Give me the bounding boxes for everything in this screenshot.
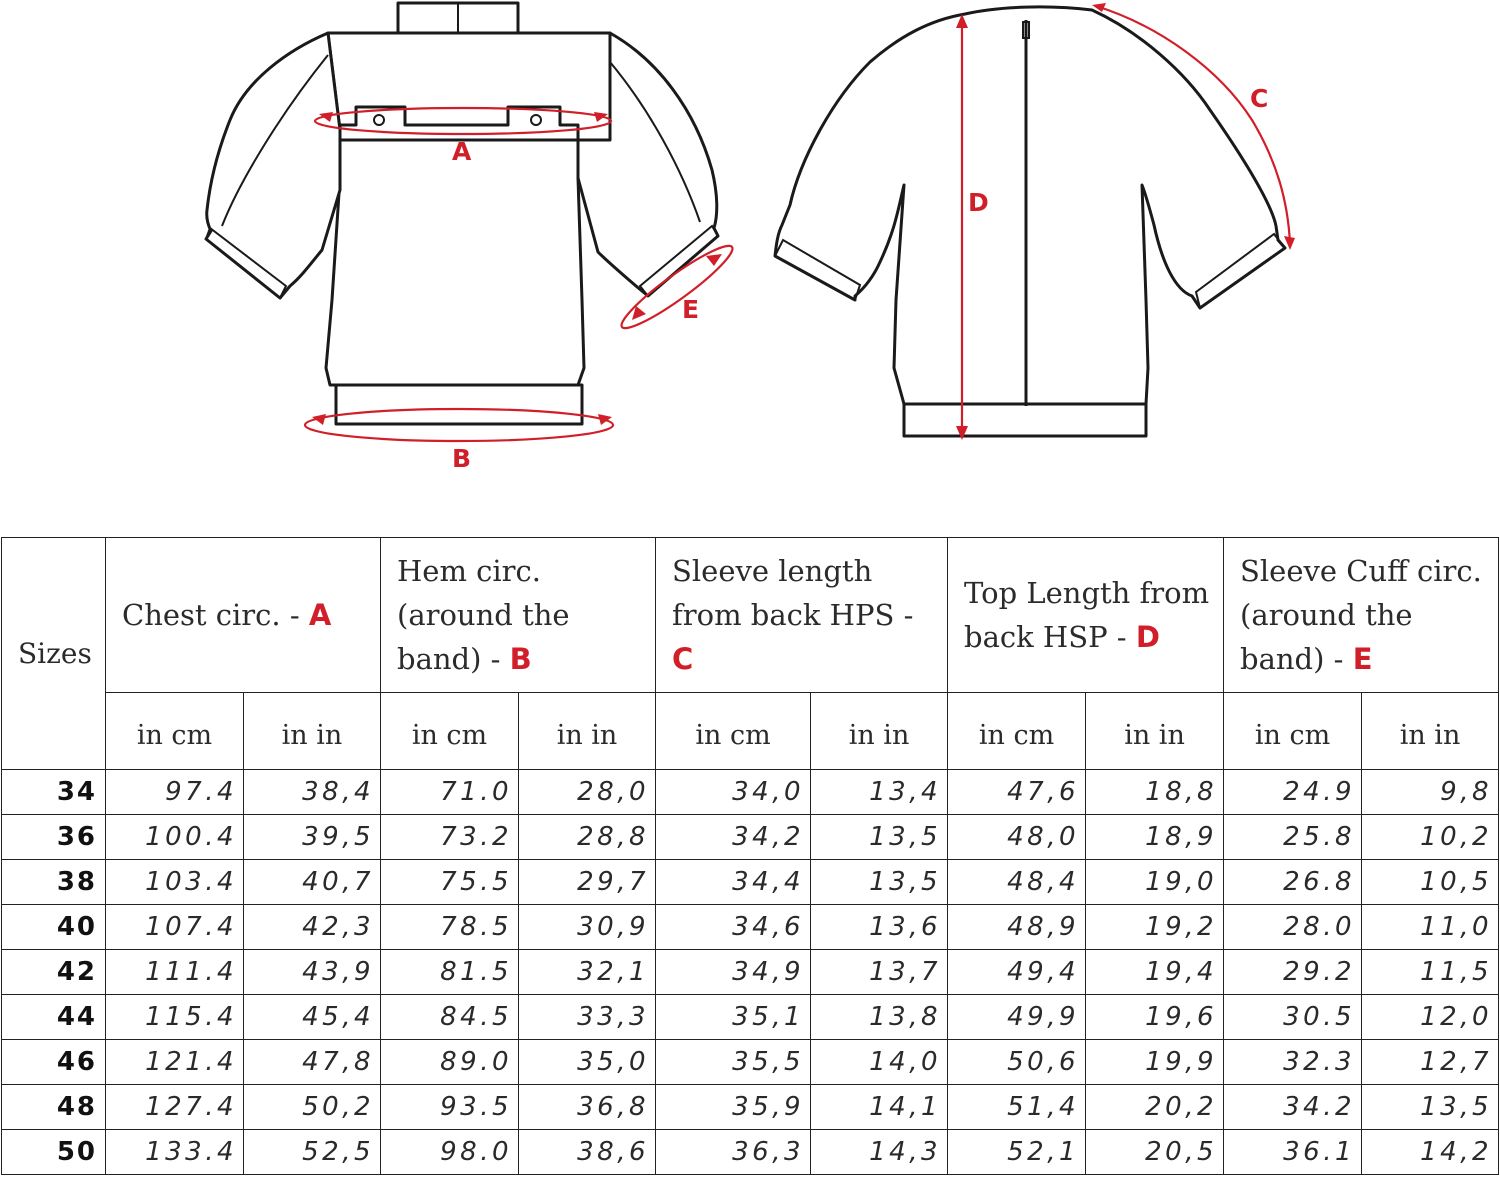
measurement-cm: 36.1 bbox=[1224, 1130, 1362, 1175]
measurement-cm: 50,6 bbox=[948, 1040, 1086, 1085]
measurement-cm: 75.5 bbox=[381, 860, 519, 905]
header-top-length-letter: D bbox=[1135, 620, 1160, 654]
measurement-in: 13,5 bbox=[811, 860, 948, 905]
measurement-in: 39,5 bbox=[244, 815, 381, 860]
measurement-cm: 29.2 bbox=[1224, 950, 1362, 995]
measurement-cm: 48,0 bbox=[948, 815, 1086, 860]
measurement-in: 28,0 bbox=[519, 770, 656, 815]
measurement-in: 19,2 bbox=[1086, 905, 1224, 950]
measurement-in: 18,9 bbox=[1086, 815, 1224, 860]
unit-header-cm: in cm bbox=[948, 693, 1086, 770]
measurement-cm: 84.5 bbox=[381, 995, 519, 1040]
measurement-in: 14,2 bbox=[1362, 1130, 1499, 1175]
size-value: 40 bbox=[2, 905, 106, 950]
header-top-length bbox=[948, 538, 1224, 693]
measurement-in: 40,7 bbox=[244, 860, 381, 905]
measurement-cm: 52,1 bbox=[948, 1130, 1086, 1175]
unit-header-cm: in cm bbox=[106, 693, 244, 770]
unit-header-cm: in cm bbox=[381, 693, 519, 770]
size-row bbox=[2, 1040, 1499, 1085]
measurement-cm: 93.5 bbox=[381, 1085, 519, 1130]
measurement-cm: 34,4 bbox=[656, 860, 811, 905]
measurement-in: 13,8 bbox=[811, 995, 948, 1040]
measurement-in: 35,0 bbox=[519, 1040, 656, 1085]
measurement-cm: 34,0 bbox=[656, 770, 811, 815]
measurement-cm: 49,4 bbox=[948, 950, 1086, 995]
measurement-in: 42,3 bbox=[244, 905, 381, 950]
measurement-in: 19,0 bbox=[1086, 860, 1224, 905]
size-value: 36 bbox=[2, 815, 106, 860]
size-value: 34 bbox=[2, 770, 106, 815]
measurement-in: 13,6 bbox=[811, 905, 948, 950]
measurement-cm: 49,9 bbox=[948, 995, 1086, 1040]
header-chest-letter: A bbox=[308, 598, 332, 632]
measurement-cm: 35,1 bbox=[656, 995, 811, 1040]
measurement-cm: 121.4 bbox=[106, 1040, 244, 1085]
measurement-in: 38,4 bbox=[244, 770, 381, 815]
measurement-in: 11,5 bbox=[1362, 950, 1499, 995]
measurement-in: 19,4 bbox=[1086, 950, 1224, 995]
measurement-in: 13,7 bbox=[811, 950, 948, 995]
measurement-in: 20,2 bbox=[1086, 1085, 1224, 1130]
measurement-in: 32,1 bbox=[519, 950, 656, 995]
measurement-in: 43,9 bbox=[244, 950, 381, 995]
header-hem-title: Hem circ. (around the band) - bbox=[397, 554, 570, 676]
size-rows bbox=[2, 770, 1499, 1175]
size-row bbox=[2, 905, 1499, 950]
garment-illustration bbox=[0, 0, 1500, 520]
measurement-cm: 35,5 bbox=[656, 1040, 811, 1085]
measurement-in: 20,5 bbox=[1086, 1130, 1224, 1175]
measurement-cm: 111.4 bbox=[106, 950, 244, 995]
measurement-cm: 103.4 bbox=[106, 860, 244, 905]
sizes-header: Sizes bbox=[2, 538, 106, 770]
measurement-in: 10,5 bbox=[1362, 860, 1499, 905]
measurement-cm: 71.0 bbox=[381, 770, 519, 815]
size-value: 50 bbox=[2, 1130, 106, 1175]
size-row bbox=[2, 995, 1499, 1040]
measurement-cm: 34,6 bbox=[656, 905, 811, 950]
measurement-cm: 98.0 bbox=[381, 1130, 519, 1175]
header-sleeve-length-title: Sleeve length from back HPS - bbox=[672, 554, 914, 632]
measurement-in: 11,0 bbox=[1362, 905, 1499, 950]
measurement-in: 13,5 bbox=[1362, 1085, 1499, 1130]
measurement-in: 36,8 bbox=[519, 1085, 656, 1130]
measurement-in: 19,9 bbox=[1086, 1040, 1224, 1085]
measurement-in: 13,4 bbox=[811, 770, 948, 815]
measurement-in: 19,6 bbox=[1086, 995, 1224, 1040]
header-top-length-title: Top Length from back HSP - bbox=[964, 576, 1210, 654]
header-hem-letter: B bbox=[509, 642, 532, 676]
header-sleeve-length-letter: C bbox=[672, 642, 694, 676]
label-a: A bbox=[452, 137, 472, 166]
unit-header-cm: in cm bbox=[1224, 693, 1362, 770]
size-value: 38 bbox=[2, 860, 106, 905]
unit-header-cm: in cm bbox=[656, 693, 811, 770]
header-sleeve-cuff-letter: E bbox=[1352, 642, 1373, 676]
measurement-cm: 97.4 bbox=[106, 770, 244, 815]
size-row bbox=[2, 860, 1499, 905]
measurement-in: 14,3 bbox=[811, 1130, 948, 1175]
header-sleeve-cuff bbox=[1224, 538, 1499, 693]
measurement-in: 12,7 bbox=[1362, 1040, 1499, 1085]
size-row bbox=[2, 770, 1499, 815]
unit-header-in: in in bbox=[244, 693, 381, 770]
front-view-garment bbox=[206, 3, 718, 424]
measurement-cm: 115.4 bbox=[106, 995, 244, 1040]
measurement-cm: 47,6 bbox=[948, 770, 1086, 815]
measurement-in: 38,6 bbox=[519, 1130, 656, 1175]
measurement-cm: 34.2 bbox=[1224, 1085, 1362, 1130]
size-value: 44 bbox=[2, 995, 106, 1040]
unit-header-in: in in bbox=[1086, 693, 1224, 770]
header-row bbox=[2, 538, 1499, 693]
unit-row bbox=[2, 693, 1499, 770]
size-row bbox=[2, 1130, 1499, 1175]
measurement-cm: 30.5 bbox=[1224, 995, 1362, 1040]
size-value: 46 bbox=[2, 1040, 106, 1085]
header-chest bbox=[106, 538, 381, 693]
measurement-cm: 36,3 bbox=[656, 1130, 811, 1175]
measurement-in: 18,8 bbox=[1086, 770, 1224, 815]
measurement-cm: 24.9 bbox=[1224, 770, 1362, 815]
measurement-cm: 127.4 bbox=[106, 1085, 244, 1130]
size-row bbox=[2, 1085, 1499, 1130]
measurement-cm: 81.5 bbox=[381, 950, 519, 995]
header-hem bbox=[381, 538, 656, 693]
measurement-in: 33,3 bbox=[519, 995, 656, 1040]
measurement-in: 13,5 bbox=[811, 815, 948, 860]
size-row bbox=[2, 815, 1499, 860]
unit-header-in: in in bbox=[519, 693, 656, 770]
header-sleeve-length bbox=[656, 538, 948, 693]
unit-header-in: in in bbox=[811, 693, 948, 770]
measurement-cm: 133.4 bbox=[106, 1130, 244, 1175]
measurement-cm: 32.3 bbox=[1224, 1040, 1362, 1085]
measurement-in: 10,2 bbox=[1362, 815, 1499, 860]
measurement-cm: 51,4 bbox=[948, 1085, 1086, 1130]
size-value: 42 bbox=[2, 950, 106, 995]
measurement-in: 29,7 bbox=[519, 860, 656, 905]
size-value: 48 bbox=[2, 1085, 106, 1130]
measurement-cm: 28.0 bbox=[1224, 905, 1362, 950]
unit-header-in: in in bbox=[1362, 693, 1499, 770]
measurement-in: 14,0 bbox=[811, 1040, 948, 1085]
measurement-cm: 26.8 bbox=[1224, 860, 1362, 905]
measurement-cm: 34,9 bbox=[656, 950, 811, 995]
measurement-cm: 107.4 bbox=[106, 905, 244, 950]
measurement-in: 45,4 bbox=[244, 995, 381, 1040]
label-e: E bbox=[682, 295, 700, 324]
measurement-in: 52,5 bbox=[244, 1130, 381, 1175]
label-c: C bbox=[1250, 84, 1269, 113]
label-d: D bbox=[968, 188, 989, 217]
measurement-in: 50,2 bbox=[244, 1085, 381, 1130]
measurement-cm: 35,9 bbox=[656, 1085, 811, 1130]
measurement-in: 9,8 bbox=[1362, 770, 1499, 815]
measurement-in: 14,1 bbox=[811, 1085, 948, 1130]
measurement-in: 28,8 bbox=[519, 815, 656, 860]
measurement-in: 47,8 bbox=[244, 1040, 381, 1085]
header-chest-title: Chest circ. - bbox=[122, 598, 309, 632]
size-chart-table bbox=[1, 537, 1499, 1175]
measurement-cm: 78.5 bbox=[381, 905, 519, 950]
measurement-cm: 48,4 bbox=[948, 860, 1086, 905]
label-b: B bbox=[452, 444, 472, 473]
measurement-cm: 73.2 bbox=[381, 815, 519, 860]
measurement-cm: 34,2 bbox=[656, 815, 811, 860]
size-row bbox=[2, 950, 1499, 995]
measurement-cm: 100.4 bbox=[106, 815, 244, 860]
measurement-in: 30,9 bbox=[519, 905, 656, 950]
measurement-in: 12,0 bbox=[1362, 995, 1499, 1040]
measurement-cm: 25.8 bbox=[1224, 815, 1362, 860]
measurement-cm: 89.0 bbox=[381, 1040, 519, 1085]
measurement-cm: 48,9 bbox=[948, 905, 1086, 950]
header-sleeve-cuff-title: Sleeve Cuff circ. (around the band) - bbox=[1240, 554, 1482, 676]
